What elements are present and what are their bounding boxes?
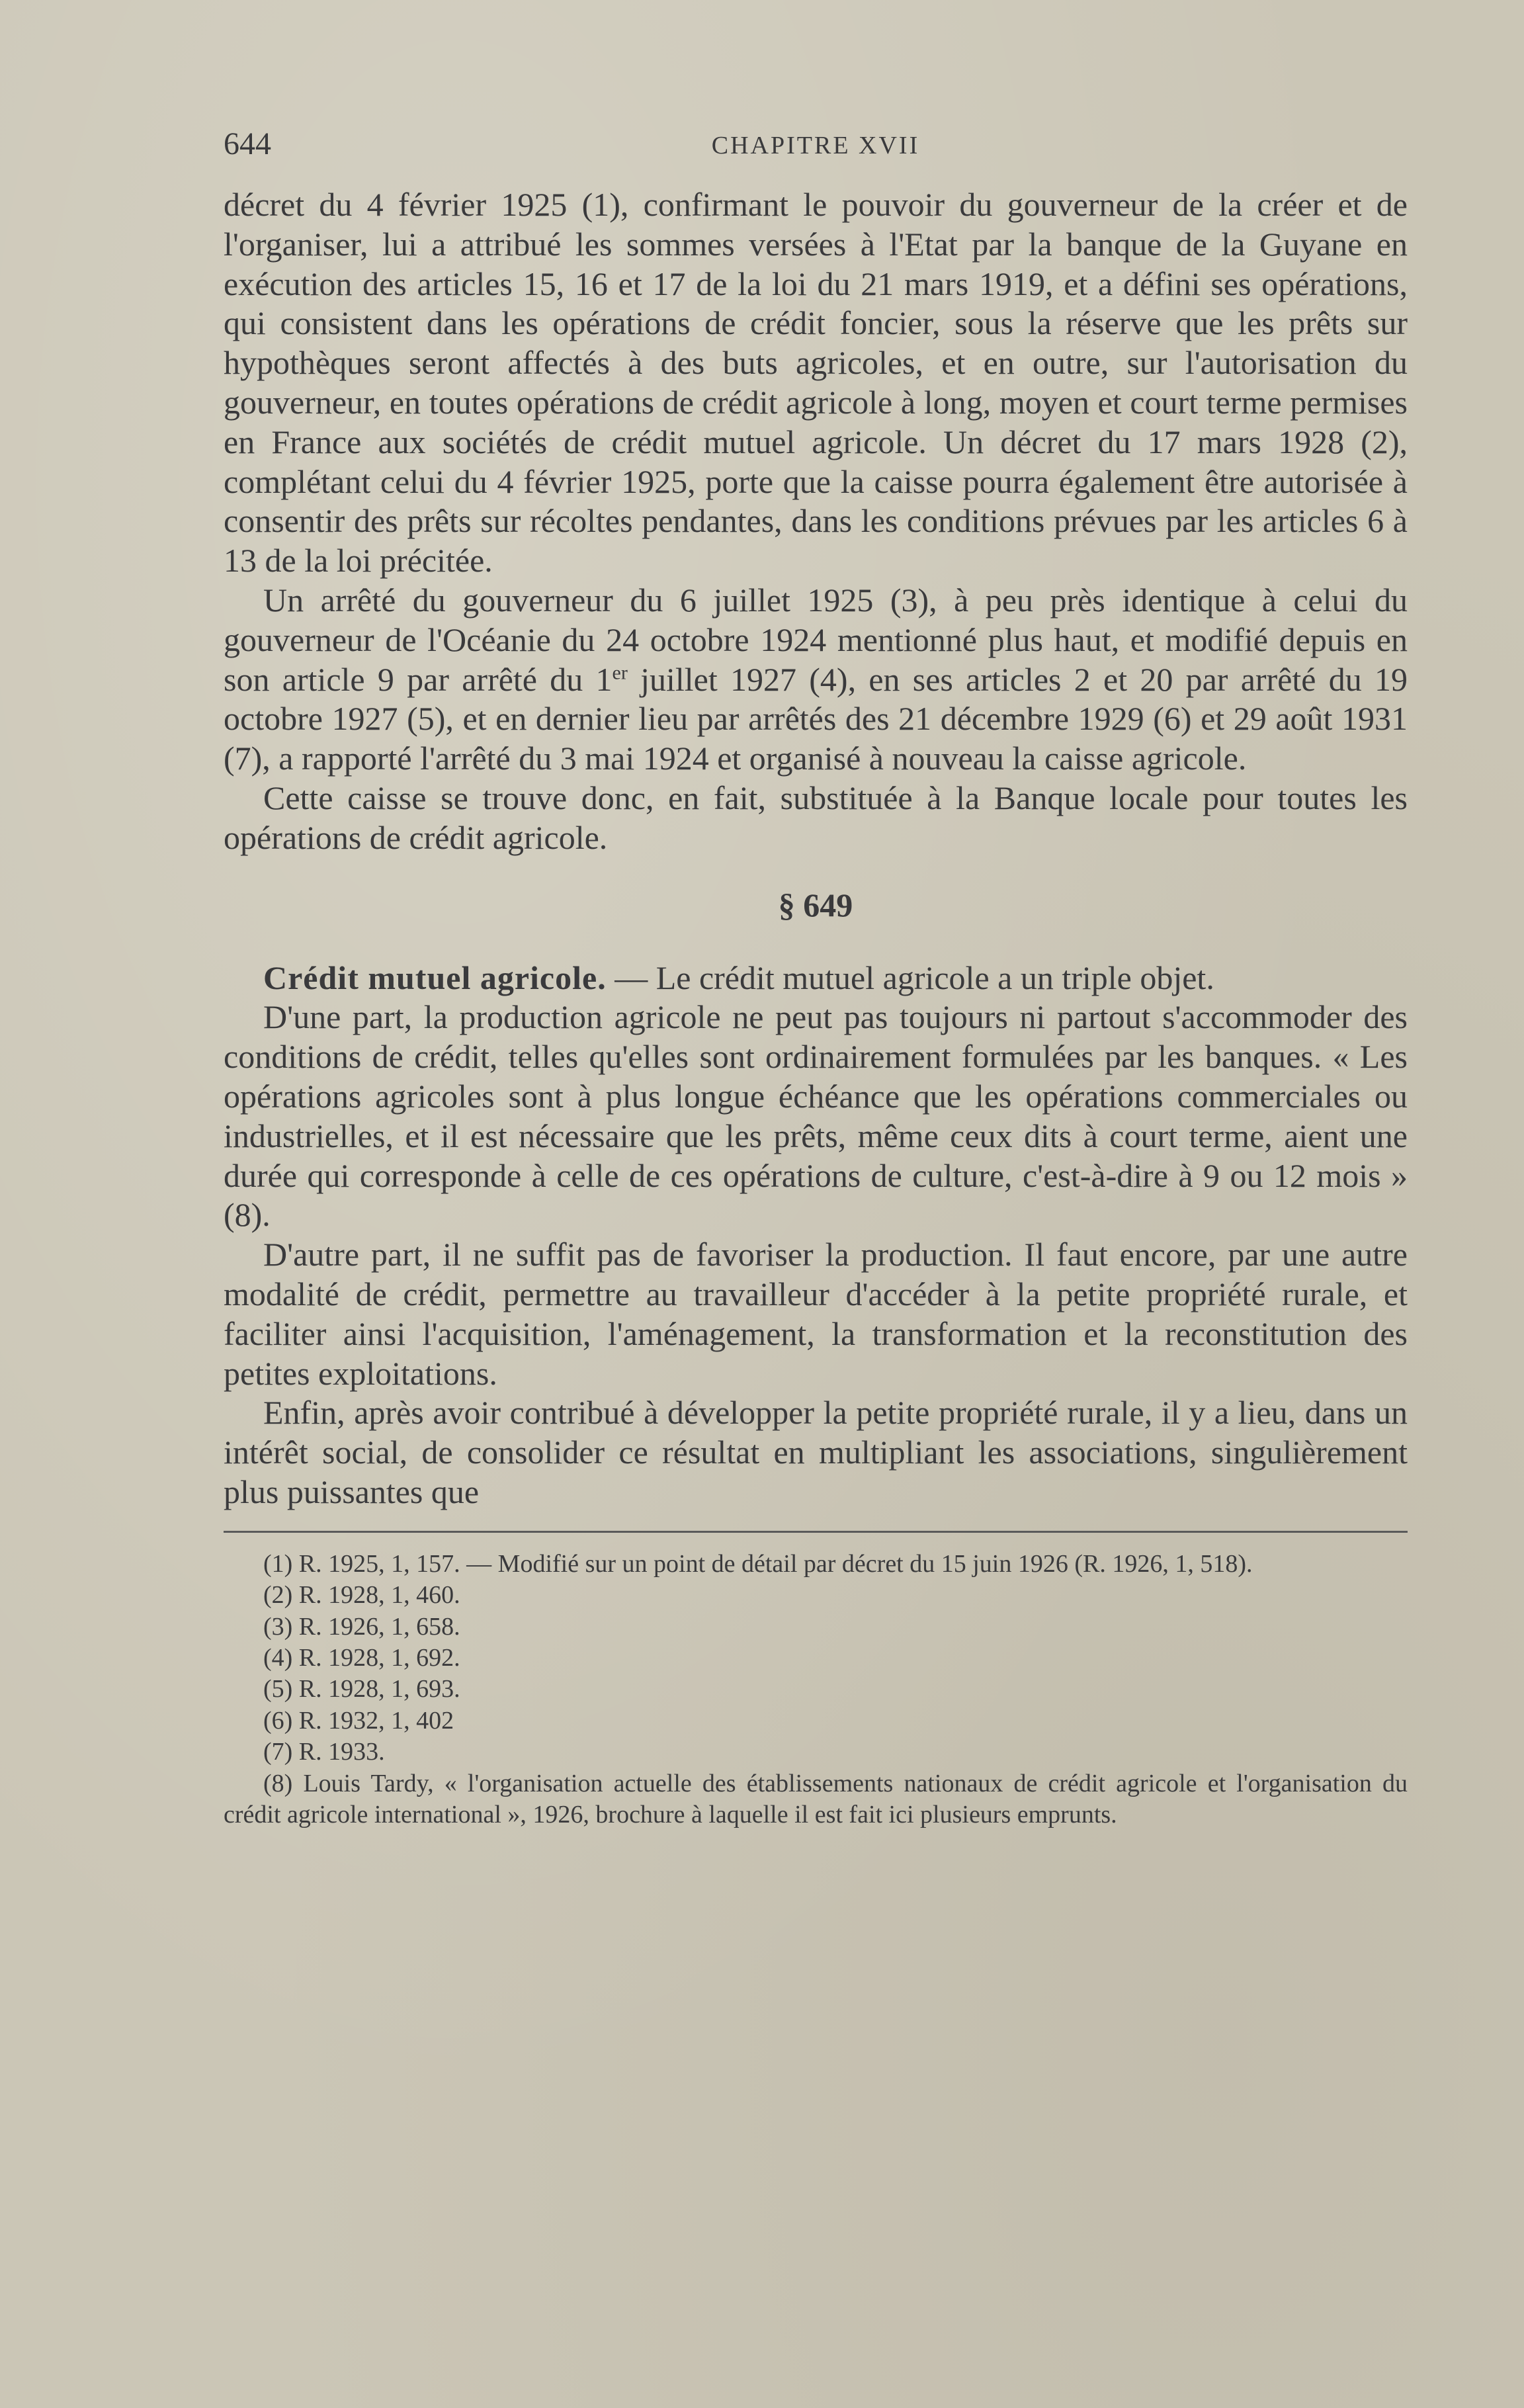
chapter-title: CHAPITRE XVII [711, 132, 920, 159]
footnote-4: (4) R. 1928, 1, 692. [263, 1643, 460, 1672]
footnote-3: (3) R. 1926, 1, 658. [263, 1612, 460, 1641]
paragraph-5: D'une part, la production agricole ne peut pas toujours ni partout s'accommoder des conditions de crédit, telles qu'elles sont ordinairement formulées par les banques. « Les opérations agricoles sont à plus longue échéance que les opérations commerciales ou industrielles, et il est nécessaire que les prêts, même ceux dits à court terme, aient une durée qui corresponde à celle de ces opérations de culture, c'est-à-dire à 9 ou 12 mois » (8). [224, 998, 1408, 1234]
page-number: 644 [224, 126, 271, 161]
footnote-2: (2) R. 1928, 1, 460. [263, 1581, 460, 1610]
footnote-7: (7) R. 1933. [263, 1738, 385, 1766]
footnote-1: (1) R. 1925, 1, 157. — Modifié sur un point de détail par décret du 15 juin 1926 (R. 1926, 1, 518). [263, 1549, 1253, 1578]
rubric-title: Crédit mutuel agricole. [263, 959, 607, 996]
book-page [224, 126, 1408, 2309]
section-heading: § 649 [778, 886, 853, 924]
paragraph-2-part-2: juillet 1927 (4), en ses articles 2 et 20 par arrêté du 19 octobre 1927 (5), et en dernier lieu par arrêtés des 21 décembre 1929 (6) et 29 août 1931 (7), a rapporté l'arrêté du 3 mai 1924 et organisé à nouveau la caisse agricole. [224, 660, 1408, 777]
footnotes [224, 1549, 1408, 1831]
footnote-divider [224, 1531, 1408, 1533]
footnote-6: (6) R. 1932, 1, 402 [263, 1706, 454, 1735]
paragraph-2-part-1: Un arrêté du gouverneur du 6 juillet 1925 (3), à peu près identique à celui du gouverneur de l'Océanie du 24 octobre 1924 mentionné plus haut, et modifié depuis en son article 9 par arrêté du 1 [224, 581, 1408, 698]
paragraph-3: Cette caisse se trouve donc, en fait, substituée à la Banque locale pour toutes les opérations de crédit agricole. [224, 779, 1408, 856]
paragraph-4 [224, 959, 1408, 998]
paragraph-1: décret du 4 février 1925 (1), confirmant le pouvoir du gouverneur de la créer et de l'organiser, lui a attribué les sommes versées à l'Etat par la banque de la Guyane en exécution des articles 15, 16 et 17 de la loi du 21 mars 1919, et a défini ses opérations, qui consistent dans les opérations de crédit foncier, sous la réserve que les prêts sur hypothèques seront affectés à des buts agricoles, et en outre, sur l'autorisation du gouverneur, en toutes opérations de crédit agricole à long, moyen et court terme permises en France aux sociétés de crédit mutuel agricole. Un décret du 17 mars 1928 (2), complétant celui du 4 février 1925, porte que la caisse pourra également être autorisée à consentir des prêts sur récoltes pendantes, dans les conditions prévues par les articles 6 à 13 de la loi précitée. [224, 186, 1408, 580]
ordinal-superscript: er [612, 661, 628, 683]
paragraph-7: Enfin, après avoir contribué à développer la petite propriété rurale, il y a lieu, dans un intérêt social, de consolider ce résultat en multipliant les associations, singulièrement plus puissantes que [224, 1394, 1408, 1510]
paragraph-4-text: — Le crédit mutuel agricole a un triple objet. [606, 959, 1214, 996]
footnote-8: (8) Louis Tardy, « l'organisation actuelle des établissements nationaux de crédit agricole et l'organisation du crédit agricole international », 1926, brochure à laquelle il est fait ici plusieurs emprunts. [224, 1769, 1408, 1828]
running-head [224, 126, 1408, 185]
paragraph-2 [224, 581, 1408, 779]
paragraph-6: D'autre part, il ne suffit pas de favoriser la production. Il faut encore, par une autre modalité de crédit, permettre au travailleur d'accéder à la petite propriété rurale, et faciliter ainsi l'acquisition, l'aménagement, la transformation et la reconstitution des petites exploitations. [224, 1236, 1408, 1392]
footnote-5: (5) R. 1928, 1, 693. [263, 1675, 460, 1703]
